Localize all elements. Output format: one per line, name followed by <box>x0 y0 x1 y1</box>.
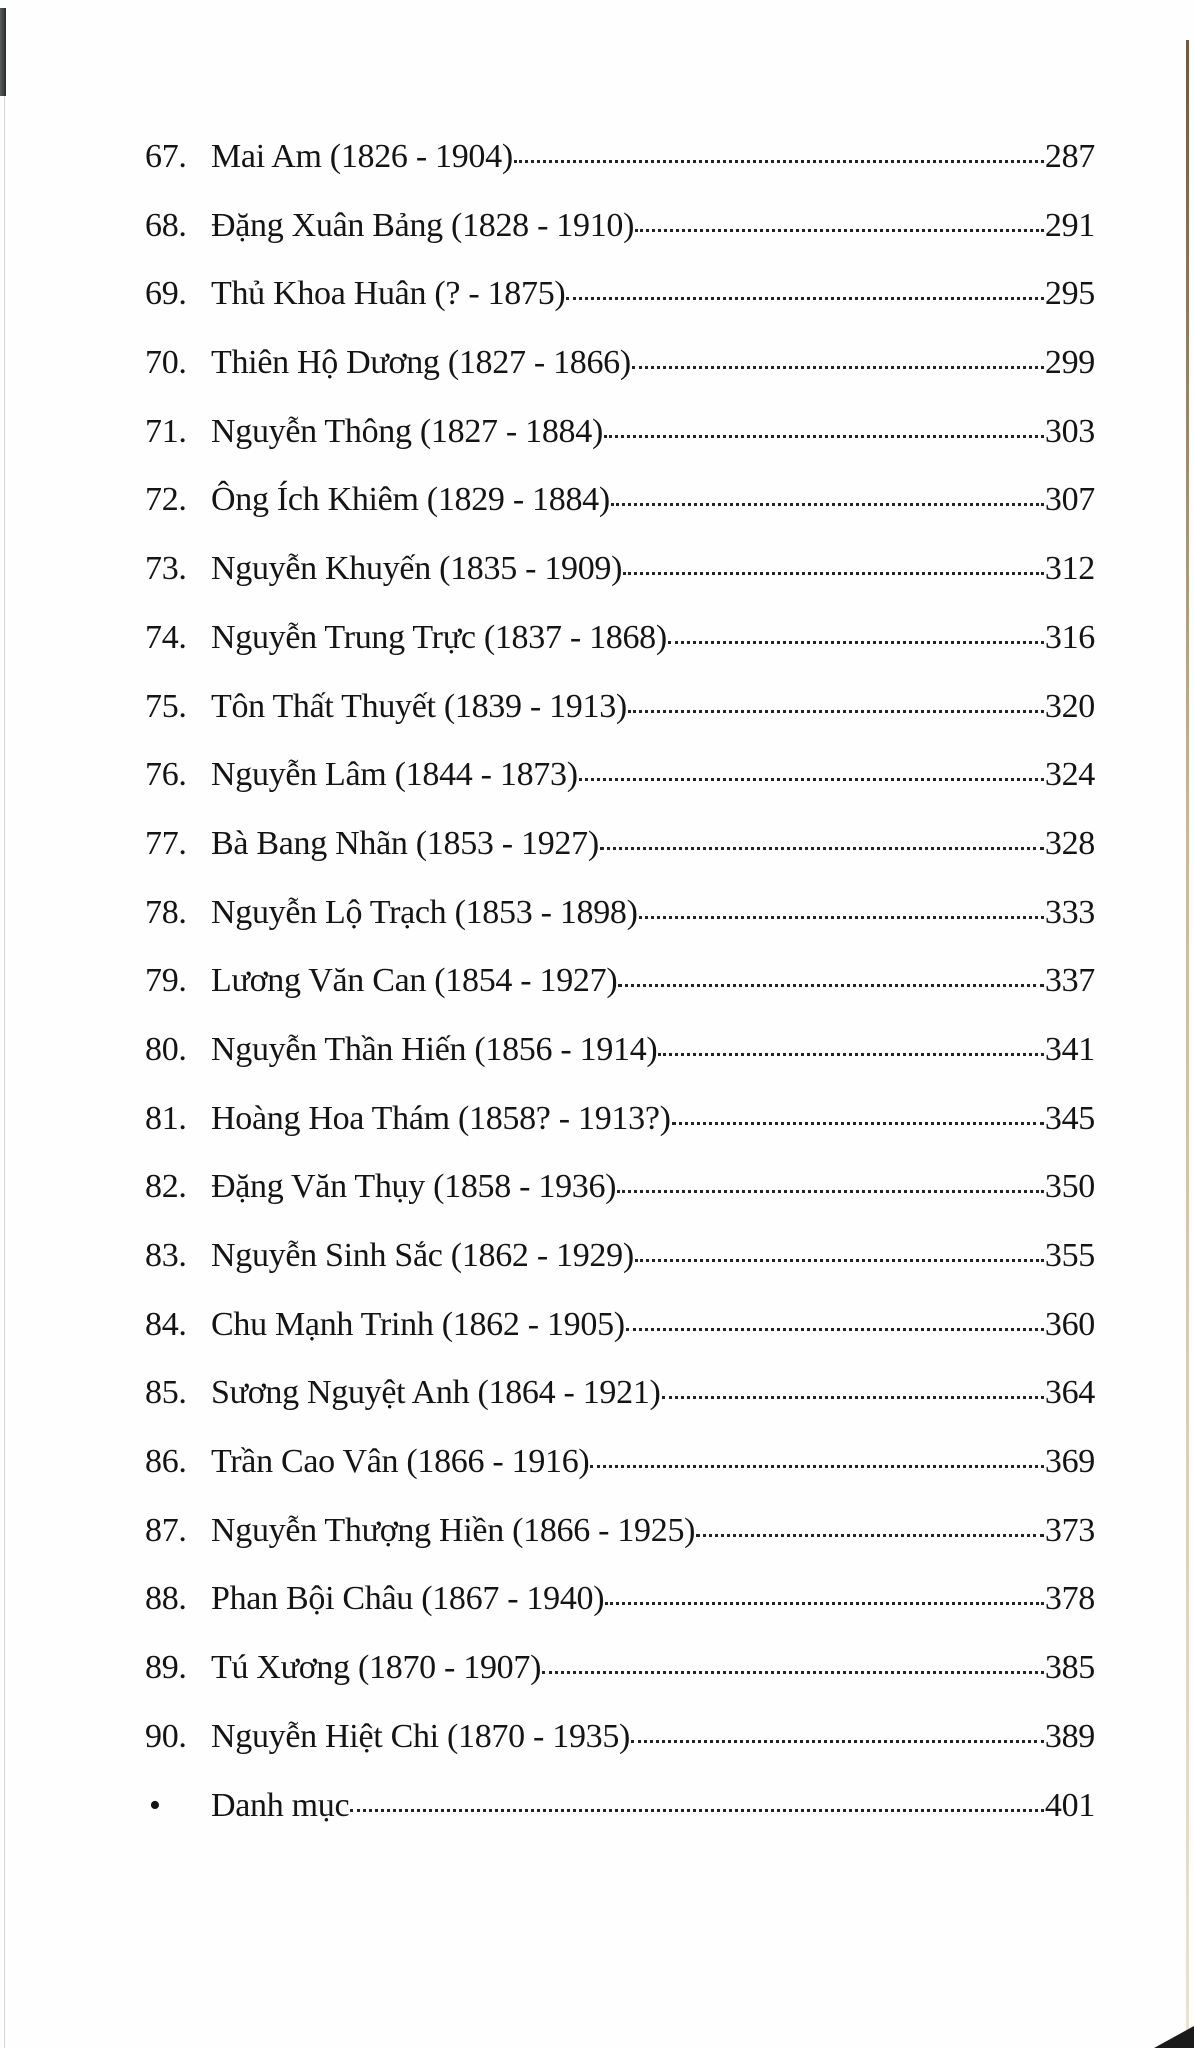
entry-page: 320 <box>1044 687 1095 725</box>
entry-title: Tôn Thất Thuyết (1839 - 1913) <box>211 687 627 725</box>
entry-title: Thủ Khoa Huân (? - 1875) <box>211 275 566 313</box>
dot-leader <box>672 1122 1044 1125</box>
entry-title: Nguyễn Lộ Trạch (1853 - 1898) <box>211 893 638 931</box>
dot-leader <box>635 1259 1044 1262</box>
entry-number: 74. <box>145 618 187 656</box>
entry-number: 86. <box>145 1443 187 1481</box>
entry-number: 72. <box>145 481 187 519</box>
entry-page: 307 <box>1044 481 1095 519</box>
dot-leader <box>542 1671 1044 1674</box>
entry-page: 333 <box>1044 893 1095 931</box>
entry-title: Mai Am (1826 - 1904) <box>211 138 513 175</box>
entry-number: 70. <box>145 344 187 382</box>
entry-page: 303 <box>1044 412 1095 450</box>
toc-entry <box>145 1170 1095 1239</box>
toc-entry <box>145 140 1095 209</box>
toc-entry <box>145 618 1095 690</box>
entry-title: Nguyễn Khuyến (1835 - 1909) <box>211 550 623 588</box>
entry-page: 337 <box>1044 962 1095 1000</box>
entry-number: 84. <box>145 1305 187 1343</box>
entry-page: 378 <box>1044 1580 1095 1618</box>
toc-entry-index <box>145 1786 1095 1858</box>
dot-leader <box>658 1053 1043 1056</box>
entry-number: 67. <box>145 138 187 175</box>
toc-entry <box>145 1511 1095 1583</box>
table-of-contents <box>145 140 1095 1857</box>
entry-number: 68. <box>145 206 187 244</box>
toc-entry <box>145 1582 1095 1651</box>
dot-leader <box>514 160 1044 163</box>
entry-number: 73. <box>145 550 187 588</box>
entry-page: 385 <box>1044 1649 1095 1687</box>
entry-title: Nguyễn Lâm (1844 - 1873) <box>211 756 578 794</box>
entry-title: Nguyễn Thượng Hiền (1866 - 1925) <box>211 1511 696 1549</box>
dot-leader <box>611 503 1044 506</box>
entry-title: Chu Mạnh Trinh (1862 - 1905) <box>211 1305 625 1343</box>
dot-leader <box>618 984 1044 987</box>
entry-title: Nguyễn Trung Trực (1837 - 1868) <box>211 618 667 656</box>
entry-title: Nguyễn Sinh Sắc (1862 - 1929) <box>211 1237 634 1274</box>
entry-number: 82. <box>145 1168 187 1206</box>
toc-entry <box>145 687 1095 759</box>
entry-number: 78. <box>145 893 187 931</box>
entry-title: Đặng Văn Thụy (1858 - 1936) <box>211 1168 617 1206</box>
entry-number: 83. <box>145 1237 187 1274</box>
entry-page: 350 <box>1044 1168 1095 1206</box>
dot-leader <box>623 572 1044 575</box>
entry-page: 316 <box>1044 618 1095 656</box>
toc-entry <box>145 1717 1095 1789</box>
dot-leader <box>579 778 1044 781</box>
dot-leader <box>626 1328 1044 1331</box>
entry-page: 373 <box>1044 1511 1095 1549</box>
toc-entry <box>145 1030 1095 1102</box>
toc-entry <box>145 964 1095 1033</box>
entry-number: 79. <box>145 962 187 1000</box>
dot-leader <box>566 297 1043 300</box>
toc-entry <box>145 1445 1095 1514</box>
toc-entry <box>145 1239 1095 1308</box>
dot-leader <box>662 1396 1044 1399</box>
entry-number: 71. <box>145 412 187 450</box>
entry-page: 287 <box>1044 138 1095 175</box>
entry-title: Danh mục <box>211 1786 350 1824</box>
entry-number: 76. <box>145 756 187 794</box>
entry-title: Thiên Hộ Dương (1827 - 1866) <box>211 344 631 382</box>
dot-leader <box>600 847 1044 850</box>
entry-number: 89. <box>145 1649 187 1687</box>
entry-page: 389 <box>1044 1717 1095 1755</box>
toc-entry <box>145 483 1095 552</box>
corner-shadow <box>1154 2026 1194 2048</box>
toc-entry <box>145 1651 1095 1720</box>
toc-entry <box>145 1099 1095 1171</box>
entry-page: 341 <box>1044 1030 1095 1068</box>
dot-leader <box>628 710 1044 713</box>
entry-page: 291 <box>1044 206 1095 244</box>
entry-title: Tú Xương (1870 - 1907) <box>211 1649 542 1687</box>
entry-title: Nguyễn Thông (1827 - 1884) <box>211 412 603 450</box>
entry-number: 75. <box>145 687 187 725</box>
entry-page: 324 <box>1044 756 1095 794</box>
entry-number: 85. <box>145 1374 187 1412</box>
toc-entry <box>145 277 1095 346</box>
entry-number: 87. <box>145 1511 187 1549</box>
entry-title: Ông Ích Khiêm (1829 - 1884) <box>211 481 610 519</box>
entry-number: 69. <box>145 275 187 313</box>
dot-leader <box>632 366 1044 369</box>
toc-entry <box>145 412 1095 484</box>
entry-page: 295 <box>1044 275 1095 313</box>
toc-entry <box>145 893 1095 965</box>
dot-leader <box>350 1809 1044 1812</box>
dot-leader <box>668 641 1044 644</box>
entry-title: Sương Nguyệt Anh (1864 - 1921) <box>211 1374 661 1412</box>
toc-entry <box>145 1376 1095 1445</box>
entry-page: 369 <box>1044 1443 1095 1481</box>
entry-number: 81. <box>145 1099 187 1137</box>
entry-page: 360 <box>1044 1305 1095 1343</box>
entry-page: 355 <box>1044 1237 1095 1274</box>
entry-page: 401 <box>1044 1786 1095 1824</box>
toc-entry <box>145 206 1095 278</box>
entry-page: 364 <box>1044 1374 1095 1412</box>
entry-number: 77. <box>145 824 187 862</box>
entry-number: 88. <box>145 1580 187 1618</box>
dot-leader <box>631 1740 1044 1743</box>
toc-entry <box>145 824 1095 896</box>
entry-page: 312 <box>1044 550 1095 588</box>
entry-number: 90. <box>145 1717 187 1755</box>
entry-number: 80. <box>145 1030 187 1068</box>
dot-leader <box>605 1602 1044 1605</box>
binding-shadow <box>0 8 6 96</box>
toc-entry <box>145 552 1095 621</box>
entry-title: Lương Văn Can (1854 - 1927) <box>211 962 618 1000</box>
entry-page: 299 <box>1044 344 1095 382</box>
bullet-icon: • <box>149 1786 161 1824</box>
dot-leader <box>635 229 1044 232</box>
dot-leader <box>639 916 1044 919</box>
page-gutter-line <box>4 96 5 2048</box>
toc-entry <box>145 346 1095 415</box>
toc-entry <box>145 1305 1095 1377</box>
entry-title: Bà Bang Nhãn (1853 - 1927) <box>211 824 599 862</box>
dot-leader <box>696 1534 1044 1537</box>
dot-leader <box>617 1190 1044 1193</box>
entry-page: 345 <box>1044 1099 1095 1137</box>
entry-title: Đặng Xuân Bảng (1828 - 1910) <box>211 206 635 244</box>
entry-title: Phan Bội Châu (1867 - 1940) <box>211 1580 605 1618</box>
toc-entry <box>145 758 1095 827</box>
dot-leader <box>604 435 1044 438</box>
page-edge <box>1186 40 1189 2030</box>
entry-title: Trần Cao Vân (1866 - 1916) <box>211 1443 590 1481</box>
entry-title: Nguyễn Hiệt Chi (1870 - 1935) <box>211 1717 631 1755</box>
entry-page: 328 <box>1044 824 1095 862</box>
dot-leader <box>590 1465 1043 1468</box>
entry-title: Nguyễn Thần Hiến (1856 - 1914) <box>211 1030 658 1068</box>
entry-title: Hoàng Hoa Thám (1858? - 1913?) <box>211 1099 671 1137</box>
